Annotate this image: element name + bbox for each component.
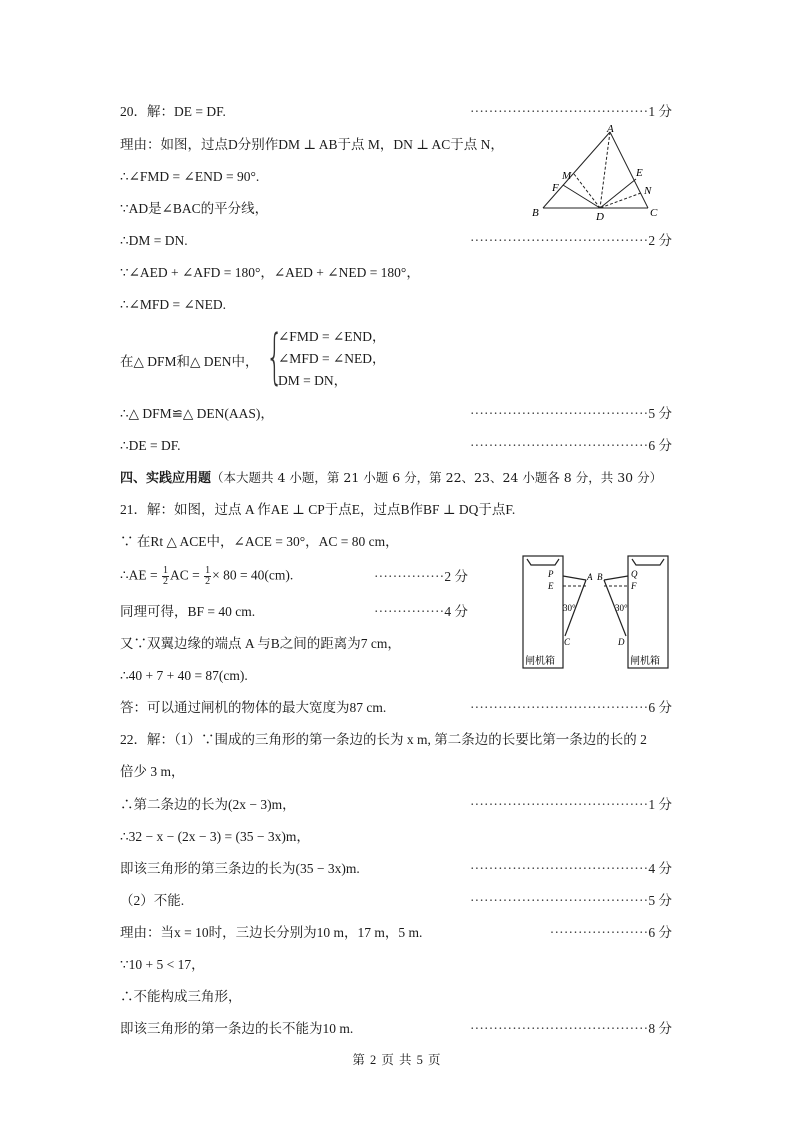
fraction: $\frac{1}{2}$ <box>205 565 211 587</box>
q21-step: ∴40 + 7 + 40 = 87(cm). <box>120 668 248 683</box>
score-mark: ···············4 分 <box>373 604 468 619</box>
svg-text:F: F <box>631 581 637 591</box>
fraction: $\frac{1}{2}$ <box>162 565 168 587</box>
svg-text:闸机箱: 闸机箱 <box>525 656 555 667</box>
brace-label: 在△ DFM和△ DEN中， <box>120 354 259 369</box>
svg-text:E: E <box>636 167 643 179</box>
svg-text:Q: Q <box>631 569 638 579</box>
svg-text:F: F <box>552 182 559 194</box>
svg-text:A: A <box>607 124 614 135</box>
score-mark: ······································6 分 <box>469 438 672 453</box>
q20-step: ∵AD是∠BAC的平分线， <box>120 201 269 216</box>
score-mark: ·····················6 分 <box>549 925 672 940</box>
svg-text:A: A <box>587 572 593 582</box>
score-mark: ···············2 分 <box>373 569 468 584</box>
section-heading: 四、实践应用题（本大题共 4 小题，第 21 小题 6 分，第 22、23、24 小题各 8 分，共 30 分） <box>120 470 663 486</box>
svg-text:30°: 30° <box>615 603 628 613</box>
triangle-figure <box>528 124 668 220</box>
q21-step: 同理可得，BF = 40 cm. <box>120 604 256 619</box>
q21-answer: 答：可以通过闸机的物体的最大宽度为87 cm. <box>120 700 387 715</box>
q20-step: ∴DM = DN. <box>120 233 188 248</box>
svg-text:D: D <box>596 211 604 220</box>
score-mark: ······································1 分 <box>469 104 672 119</box>
svg-text:M: M <box>562 170 572 182</box>
q22-step: 理由：当x = 10时，三边长分别为10 m，17 m，5 m. <box>120 925 423 940</box>
q22-step: ∴32 − x − (2x − 3) = (35 − 3x)m， <box>120 829 310 844</box>
score-mark: ······································5 分 <box>469 893 672 908</box>
condition-2: ∠MFD = ∠NED， <box>278 351 386 366</box>
page-footer: 第 2 页 共 5 页 <box>352 1053 442 1067</box>
q22-step: 倍少 3 m， <box>120 764 185 779</box>
condition-1: ∠FMD = ∠END， <box>278 329 386 344</box>
svg-text:N: N <box>644 185 652 197</box>
svg-text:B: B <box>532 207 539 219</box>
q21-step: ∵ 在Rt △ ACE中，∠ACE = 30°，AC = 80 cm， <box>120 534 399 549</box>
q22-step: （2）不能. <box>120 893 185 908</box>
score-mark: ······································8 分 <box>469 1021 672 1036</box>
brace-icon: { <box>266 322 284 392</box>
q22-step: 即该三角形的第三条边的长为(35 − 3x)m. <box>120 861 360 876</box>
score-mark: ······································6 分 <box>469 700 672 715</box>
q20-step: ∴DE = DF. <box>120 438 181 453</box>
svg-text:C: C <box>564 637 571 647</box>
q21-step: ∴AE = $\frac{1}{2}$ AC = $\frac{1}{2}$ × 80 = 40(cm). <box>120 565 294 587</box>
q21-step: 又∵双翼边缘的端点 A 与B之间的距离为7 cm， <box>120 636 401 651</box>
q22-solution: 22．解：（1）∵围成的三角形的第一条边的长为 x m, 第二条边的长要比第一条边的长的 2 <box>120 732 647 747</box>
gate-figure <box>518 553 674 671</box>
q22-step: ∵10 + 5 < 17， <box>120 957 205 972</box>
q22-step: ∴第二条边的长为(2x − 3)m， <box>120 797 296 812</box>
brace-lines <box>278 326 386 392</box>
svg-text:D: D <box>618 637 625 647</box>
q20-reason: 理由：如图，过点D分别作DM ⊥ AB于点 M，DN ⊥ AC于点 N， <box>120 137 504 152</box>
condition-3: DM = DN， <box>278 373 348 388</box>
q22-step: 即该三角形的第一条边的长不能为10 m. <box>120 1021 354 1036</box>
svg-text:C: C <box>650 207 658 219</box>
score-mark: ······································1 分 <box>469 797 672 812</box>
score-mark: ······································2 分 <box>469 233 672 248</box>
svg-text:P: P <box>548 569 554 579</box>
score-mark: ······································4 分 <box>469 861 672 876</box>
svg-text:E: E <box>548 581 554 591</box>
svg-text:30°: 30° <box>563 603 576 613</box>
q20-step: ∴∠FMD = ∠END = 90°. <box>120 169 260 184</box>
q20-answer: 20．解：DE = DF. <box>120 104 226 119</box>
score-mark: ······································5 分 <box>469 406 672 421</box>
svg-text:B: B <box>597 572 603 582</box>
q20-step: ∴△ DFM≌△ DEN(AAS)， <box>120 406 274 421</box>
svg-text:闸机箱: 闸机箱 <box>630 656 660 667</box>
q22-step: ∴不能构成三角形， <box>120 989 242 1004</box>
q20-step: ∴∠MFD = ∠NED. <box>120 297 226 312</box>
q20-step: ∵∠AED + ∠AFD = 180°，∠AED + ∠NED = 180°， <box>120 265 420 280</box>
q21-solution: 21．解：如图，过点 A 作AE ⊥ CP于点E，过点B作BF ⊥ DQ于点F. <box>120 502 516 517</box>
